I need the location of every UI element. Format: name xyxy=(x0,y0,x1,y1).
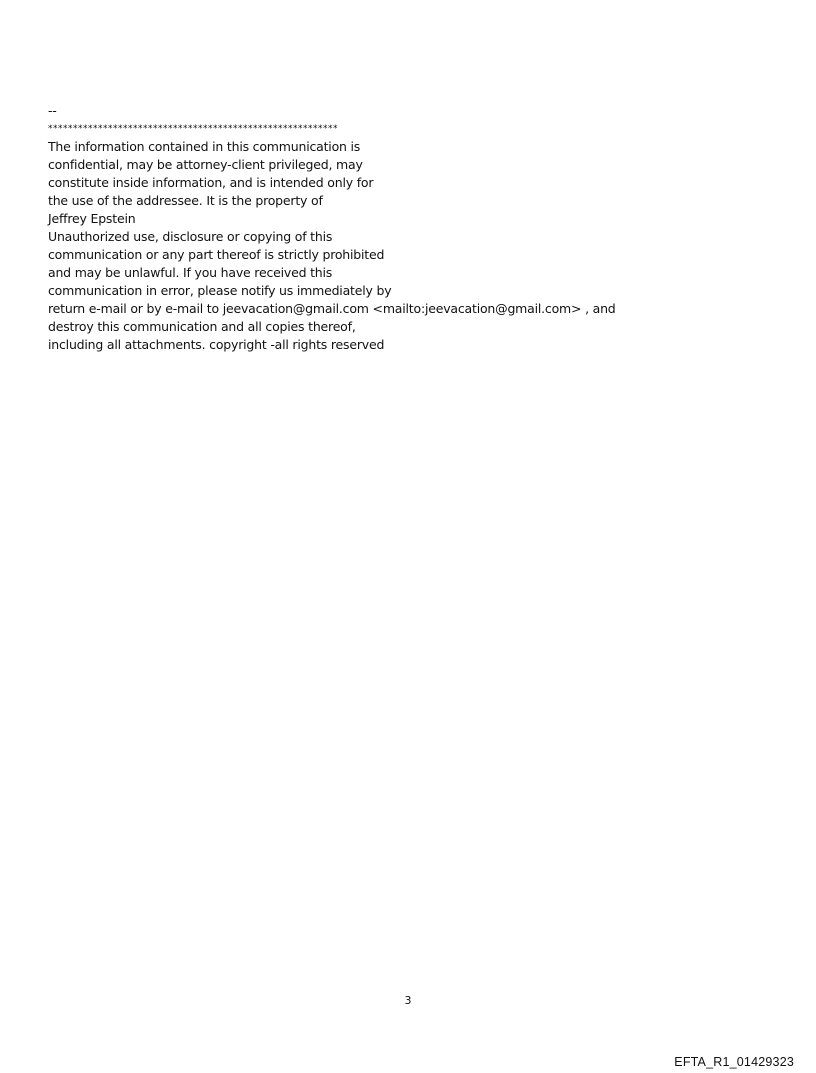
disclaimer-line: the use of the addressee. It is the property of xyxy=(48,193,323,208)
page-number: 3 xyxy=(404,994,412,1007)
disclaimer-line: Jeffrey Epstein xyxy=(48,211,136,226)
disclaimer-line-with-email: return e-mail or by e-mail to jeevacation@gmail.com <mailto:jeevacation@gmail.com> , and xyxy=(48,301,616,316)
disclaimer-line: destroy this communication and all copies thereof, xyxy=(48,319,356,334)
document-id: EFTA_R1_01429323 xyxy=(674,1055,794,1069)
disclaimer-line: communication or any part thereof is strictly prohibited xyxy=(48,247,385,262)
disclaimer-line: constitute inside information, and is intended only for xyxy=(48,175,374,190)
email-disclaimer-block xyxy=(48,102,748,354)
asterisk-separator: ********************************************************** xyxy=(48,124,338,134)
disclaimer-line: and may be unlawful. If you have received this xyxy=(48,265,333,280)
disclaimer-line: communication in error, please notify us immediately by xyxy=(48,283,392,298)
disclaimer-line: The information contained in this communication is xyxy=(48,139,361,154)
signature-dashes: -- xyxy=(48,103,57,118)
disclaimer-line: including all attachments. copyright -all rights reserved xyxy=(48,337,385,352)
disclaimer-line: confidential, may be attorney-client privileged, may xyxy=(48,157,363,172)
disclaimer-line: Unauthorized use, disclosure or copying of this xyxy=(48,229,333,244)
